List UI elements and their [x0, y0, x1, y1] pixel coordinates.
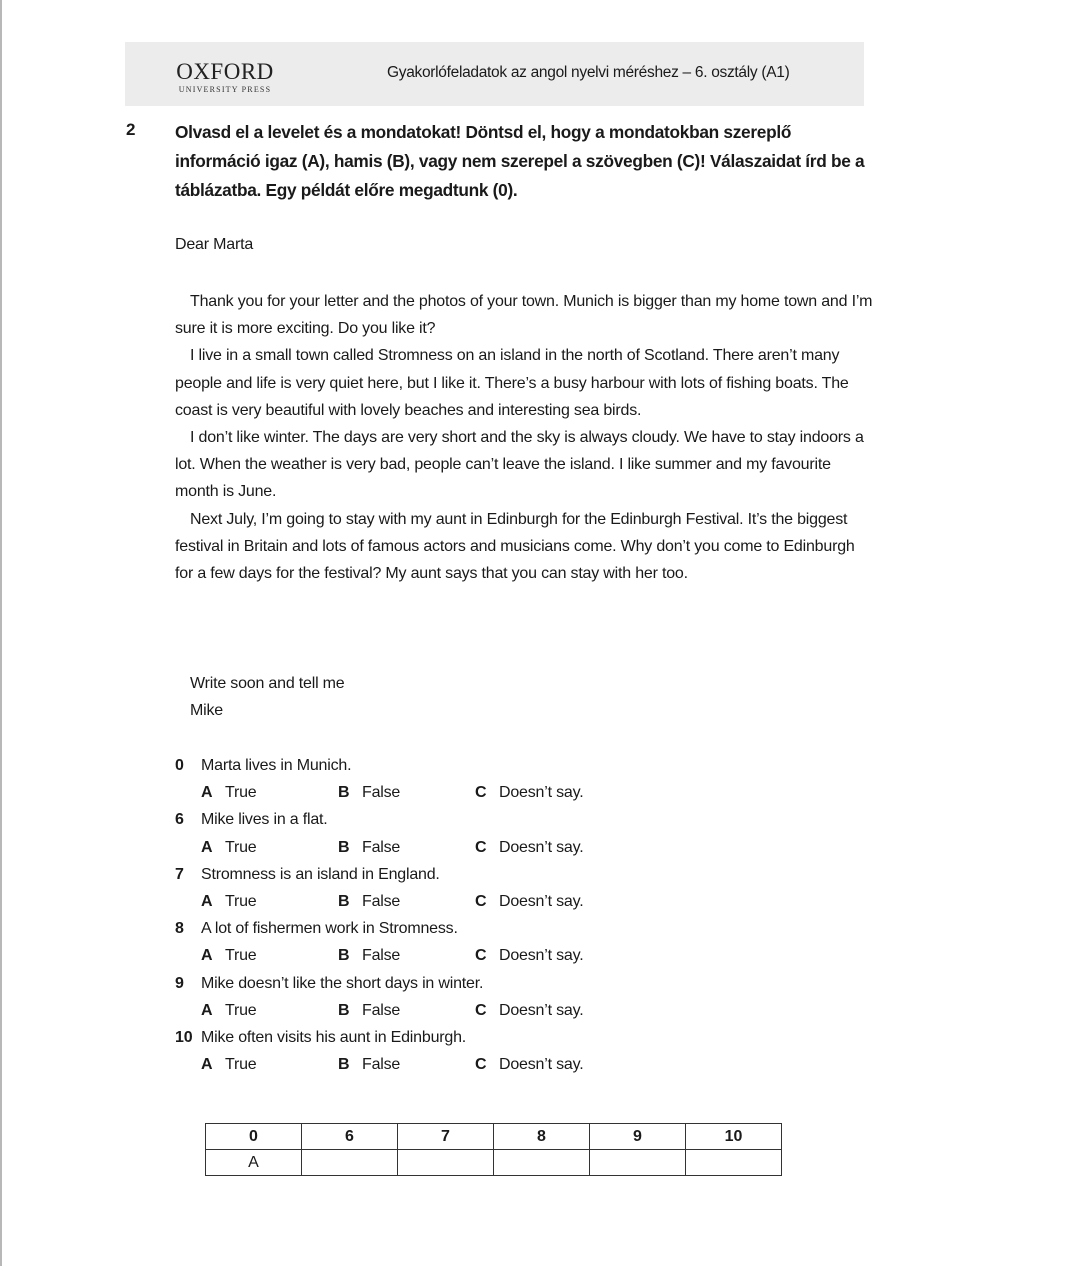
letter-closing	[175, 670, 890, 724]
page-left-edge	[0, 0, 2, 1266]
answer-header-cell: 8	[494, 1124, 590, 1150]
question-item	[175, 1024, 675, 1051]
question-text: Stromness is an island in England.	[201, 865, 440, 883]
answer-cell[interactable]	[494, 1150, 590, 1176]
question-options	[175, 834, 675, 861]
option-b[interactable]: B False	[338, 1001, 401, 1019]
option-c[interactable]: C Doesn’t say.	[475, 892, 584, 910]
question-number: 9	[175, 974, 184, 992]
answer-table-header-row	[206, 1124, 782, 1150]
option-c[interactable]: C Doesn’t say.	[475, 784, 584, 802]
question-item	[175, 752, 675, 779]
option-a[interactable]: A True	[201, 1001, 257, 1019]
letter-paragraph: I don’t like winter. The days are very short and the sky is always cloudy. We have to stay indoors a lot. When the weather is very bad, people can’t leave the island. I like summer and my favourite month is June.	[175, 429, 864, 501]
option-c[interactable]: C Doesn’t say.	[475, 1001, 584, 1019]
option-a[interactable]: A True	[201, 1056, 257, 1074]
task-number: 2	[126, 120, 136, 139]
option-c[interactable]: C Doesn’t say.	[475, 947, 584, 965]
question-text: Mike often visits his aunt in Edinburgh.	[201, 1028, 467, 1046]
question-options	[175, 942, 675, 969]
answer-cell[interactable]	[686, 1150, 782, 1176]
header-band	[125, 42, 864, 106]
option-b[interactable]: B False	[338, 838, 401, 856]
answer-header-cell: 0	[206, 1124, 302, 1150]
answer-header-cell: 9	[590, 1124, 686, 1150]
question-item	[175, 861, 675, 888]
question-text: A lot of fishermen work in Stromness.	[201, 920, 458, 938]
letter-paragraph: Next July, I’m going to stay with my aunt in Edinburgh for the Edinburgh Festival. It’s the biggest festival in Britain and lots of famous actors and musicians come. Why don’t you come to Edinburgh for a few days for the festival? My aunt says that you can stay with her too.	[175, 510, 855, 583]
letter-greeting: Dear Marta	[175, 236, 254, 253]
oxford-logo	[170, 60, 280, 94]
answer-table	[205, 1123, 782, 1176]
answer-header-cell: 7	[398, 1124, 494, 1150]
option-b[interactable]: B False	[338, 1056, 401, 1074]
answer-cell[interactable]	[590, 1150, 686, 1176]
question-list	[175, 752, 675, 1078]
question-number: 8	[175, 920, 184, 938]
question-options	[175, 779, 675, 806]
answer-table-answer-row	[206, 1150, 782, 1176]
question-text: Mike doesn’t like the short days in winter.	[201, 974, 484, 992]
task-instruction: Olvasd el a levelet és a mondatokat! Döntsd el, hogy a mondatokban szereplő információ igaz (A), hamis (B), vagy nem szerepel a szövegben (C)! Válaszaidat írd be a táblázatba. Egy példát előre megadtunk (0).	[175, 122, 865, 200]
option-a[interactable]: A True	[201, 838, 257, 856]
question-text: Mike lives in a flat.	[201, 811, 328, 829]
question-number: 0	[175, 757, 184, 774]
option-c[interactable]: C Doesn’t say.	[475, 1056, 584, 1074]
question-options	[175, 1051, 675, 1078]
option-c[interactable]: C Doesn’t say.	[475, 838, 584, 856]
letter-paragraph: Thank you for your letter and the photos of your town. Munich is bigger than my home town and I’m sure it is more exciting. Do you like it?	[175, 293, 873, 338]
answer-cell[interactable]	[302, 1150, 398, 1176]
option-b[interactable]: B False	[338, 784, 401, 802]
question-number: 6	[175, 811, 184, 829]
letter-body	[175, 288, 875, 587]
logo-main-text: OXFORD	[176, 59, 274, 84]
answer-header-cell: 6	[302, 1124, 398, 1150]
question-number: 7	[175, 865, 184, 883]
letter-paragraph: I live in a small town called Stromness on an island in the north of Scotland. There aren’t many people and life is very quiet here, but I like it. There’s a busy harbour with lots of fishing boats. The coast is very beautiful with lovely beaches and interesting sea birds.	[175, 347, 849, 419]
question-item	[175, 915, 675, 942]
answer-cell: A	[206, 1150, 302, 1176]
question-item	[175, 970, 675, 997]
question-options	[175, 888, 675, 915]
option-a[interactable]: A True	[201, 784, 257, 802]
question-options	[175, 997, 675, 1024]
option-b[interactable]: B False	[338, 947, 401, 965]
option-a[interactable]: A True	[201, 892, 257, 910]
question-number: 10	[175, 1028, 193, 1046]
closing-line: Write soon and tell me	[190, 675, 345, 692]
answer-header-cell: 10	[686, 1124, 782, 1150]
header-title: Gyakorlófeladatok az angol nyelvi méréshez – 6. osztály (A1)	[387, 64, 790, 81]
answer-cell[interactable]	[398, 1150, 494, 1176]
option-a[interactable]: A True	[201, 947, 257, 965]
logo-sub-text: UNIVERSITY PRESS	[178, 85, 272, 94]
signature: Mike	[190, 702, 223, 719]
option-b[interactable]: B False	[338, 892, 401, 910]
question-text: Marta lives in Munich.	[201, 757, 352, 774]
question-item	[175, 806, 675, 833]
